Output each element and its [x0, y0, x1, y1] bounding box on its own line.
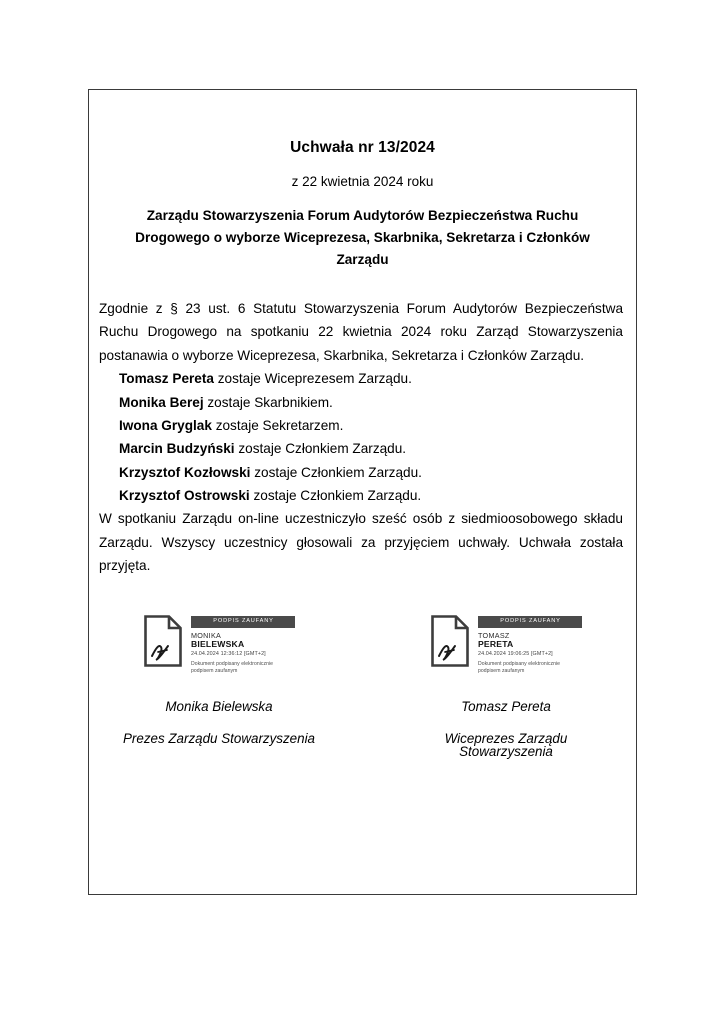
- list-item: [99, 391, 623, 414]
- appointee-role-text: zostaje Członkiem Zarządu.: [250, 464, 422, 480]
- list-item: [99, 367, 623, 390]
- appointments-list: [99, 367, 623, 507]
- signer-given-name: MONIKA: [191, 631, 222, 641]
- signatory-name: Monika Bielewska: [165, 698, 273, 714]
- signer-given-name: TOMASZ: [478, 631, 510, 641]
- signature-note: [191, 661, 295, 674]
- appointee-role-text: zostaje Skarbnikiem.: [203, 394, 333, 410]
- signer-surname: BIELEWSKA: [191, 639, 245, 650]
- status-badge: PODPIS ZAUFANY: [191, 616, 295, 629]
- signature-note-line-1: Dokument podpisany elektronicznie: [478, 661, 561, 668]
- appointee-name: Tomasz Pereta: [119, 371, 214, 387]
- stamp-info: [478, 614, 582, 675]
- appointee-name: Krzysztof Kozłowski: [119, 464, 251, 480]
- page-title: Uchwała nr 13/2024: [290, 139, 435, 156]
- trusted-signature-stamp: [112, 614, 327, 676]
- closing-paragraph: W spotkaniu Zarządu on-line uczestniczyło sześć osób z siedmioosobowego składu Zarządu. Wszyscy uczestnicy głosowali za przyjęciem uchwały. Uchwała została przyjęta.: [99, 511, 623, 574]
- signed-document-icon: [430, 614, 470, 668]
- document-heading: [94, 140, 631, 271]
- list-item: [99, 437, 623, 460]
- signed-document-icon: [143, 614, 183, 668]
- appointee-name: Marcin Budzyński: [119, 441, 235, 457]
- document-content-area: [94, 90, 631, 894]
- signer-surname: PERETA: [478, 639, 514, 650]
- heading-date: z 22 kwietnia 2024 roku: [291, 173, 434, 189]
- intro-paragraph: Zgodnie z § 23 ust. 6 Statutu Stowarzyszenia Forum Audytorów Bezpieczeństwa Ruchu Drogowego na spotkaniu 22 kwietnia 2024 roku Zarząd Stowarzyszenia postanawia o wyborze Wiceprezesa, Skarbnika, Sekretarza i Członków Zarządu.: [99, 301, 623, 363]
- appointee-name: Krzysztof Ostrowski: [119, 488, 250, 504]
- appointee-name: Monika Berej: [119, 394, 204, 410]
- document-body: [94, 297, 631, 578]
- signature-timestamp: 24.04.2024 19:06:25 [GMT+2]: [478, 651, 553, 658]
- appointee-role-text: zostaje Wiceprezesem Zarządu.: [213, 371, 412, 387]
- appointee-role-text: zostaje Członkiem Zarządu.: [249, 488, 422, 504]
- signature-note: [478, 661, 582, 674]
- signature-note-line-1: Dokument podpisany elektronicznie: [191, 661, 274, 668]
- status-badge: PODPIS ZAUFANY: [478, 616, 582, 629]
- signature-note-line-2: podpisem zaufanym: [478, 667, 525, 674]
- signature-timestamp: 24.04.2024 12:36:12 [GMT+2]: [191, 651, 266, 658]
- signature-block-vice-president: [399, 614, 614, 759]
- signatory-name: Tomasz Pereta: [461, 698, 551, 714]
- signatory-role: Prezes Zarządu Stowarzyszenia: [122, 730, 315, 746]
- heading-subject: Zarządu Stowarzyszenia Forum Audytorów Bezpieczeństwa Ruchu Drogowego o wyborze Wiceprezesa, Skarbnika, Sekretarza i Członków Zarządu: [135, 208, 590, 268]
- document-page: [88, 89, 637, 895]
- signature-block-president: [112, 614, 327, 759]
- signature-note-line-2: podpisem zaufanym: [191, 667, 238, 674]
- appointee-role-text: zostaje Członkiem Zarządu.: [234, 441, 407, 457]
- list-item: [99, 484, 623, 507]
- list-item: [99, 414, 623, 437]
- trusted-signature-stamp: [399, 614, 614, 676]
- appointee-name: Iwona Gryglak: [119, 417, 212, 433]
- signature-area: [94, 614, 631, 759]
- list-item: [99, 461, 623, 484]
- stamp-info: [191, 614, 295, 675]
- appointee-role-text: zostaje Sekretarzem.: [211, 417, 344, 433]
- signatory-role: Wiceprezes Zarządu Stowarzyszenia: [444, 730, 568, 760]
